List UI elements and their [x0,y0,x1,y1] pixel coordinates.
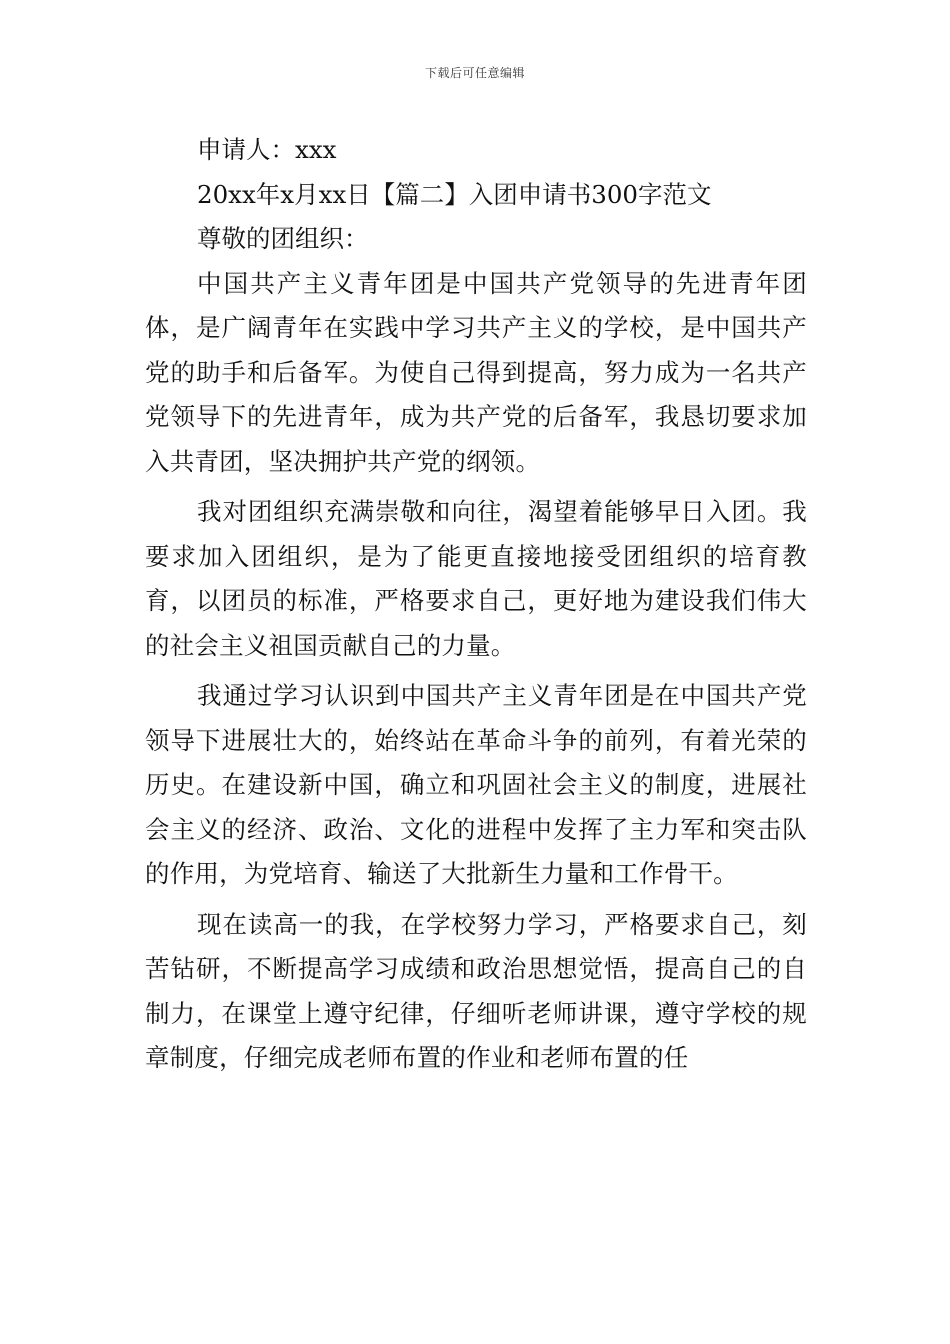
paragraph-2: 我对团组织充满崇敬和向往，渴望着能够早日入团。我要求加入团组织，是为了能更直接地接受团组织的培育教育，以团员的标准，严格要求自己，更好地为建设我们伟大的社会主义祖国贡献自己的力量。 [145,497,807,660]
paragraph-3: 我通过学习认识到中国共产主义青年团是在中国共产党领导下进展壮大的，始终站在革命斗争的前列，有着光荣的历史。在建设新中国，确立和巩固社会主义的制度，进展社会主义的经济、政治、文化的进程中发挥了主力军和突击队的作用，为党培育、输送了大批新生力量和工作骨干。 [145,681,807,888]
document-body [145,128,807,1081]
paragraph-4: 现在读高一的我，在学校努力学习，严格要求自己，刻苦钻研，不断提高学习成绩和政治思想觉悟，提高自己的自制力，在课堂上遵守纪律，仔细听老师讲课，遵守学校的规章制度，仔细完成老师布置的作业和老师布置的任 [145,909,807,1072]
applicant-line: 申请人：xxx [197,135,337,164]
date-title-line: 20xx年x月xx日【篇二】入团申请书300字范文 [197,179,712,209]
salutation: 尊敬的团组织： [197,224,369,253]
paragraph-1: 中国共产主义青年团是中国共产党领导的先进青年团体，是广阔青年在实践中学习共产主义的学校，是中国共产党的助手和后备军。为使自己得到提高，努力成为一名共产党领导下的先进青年，成为共产党的后备军，我恳切要求加入共青团，坚决拥护共产党的纲领。 [145,268,807,476]
header-note: 下载后可任意编辑 [424,66,525,80]
